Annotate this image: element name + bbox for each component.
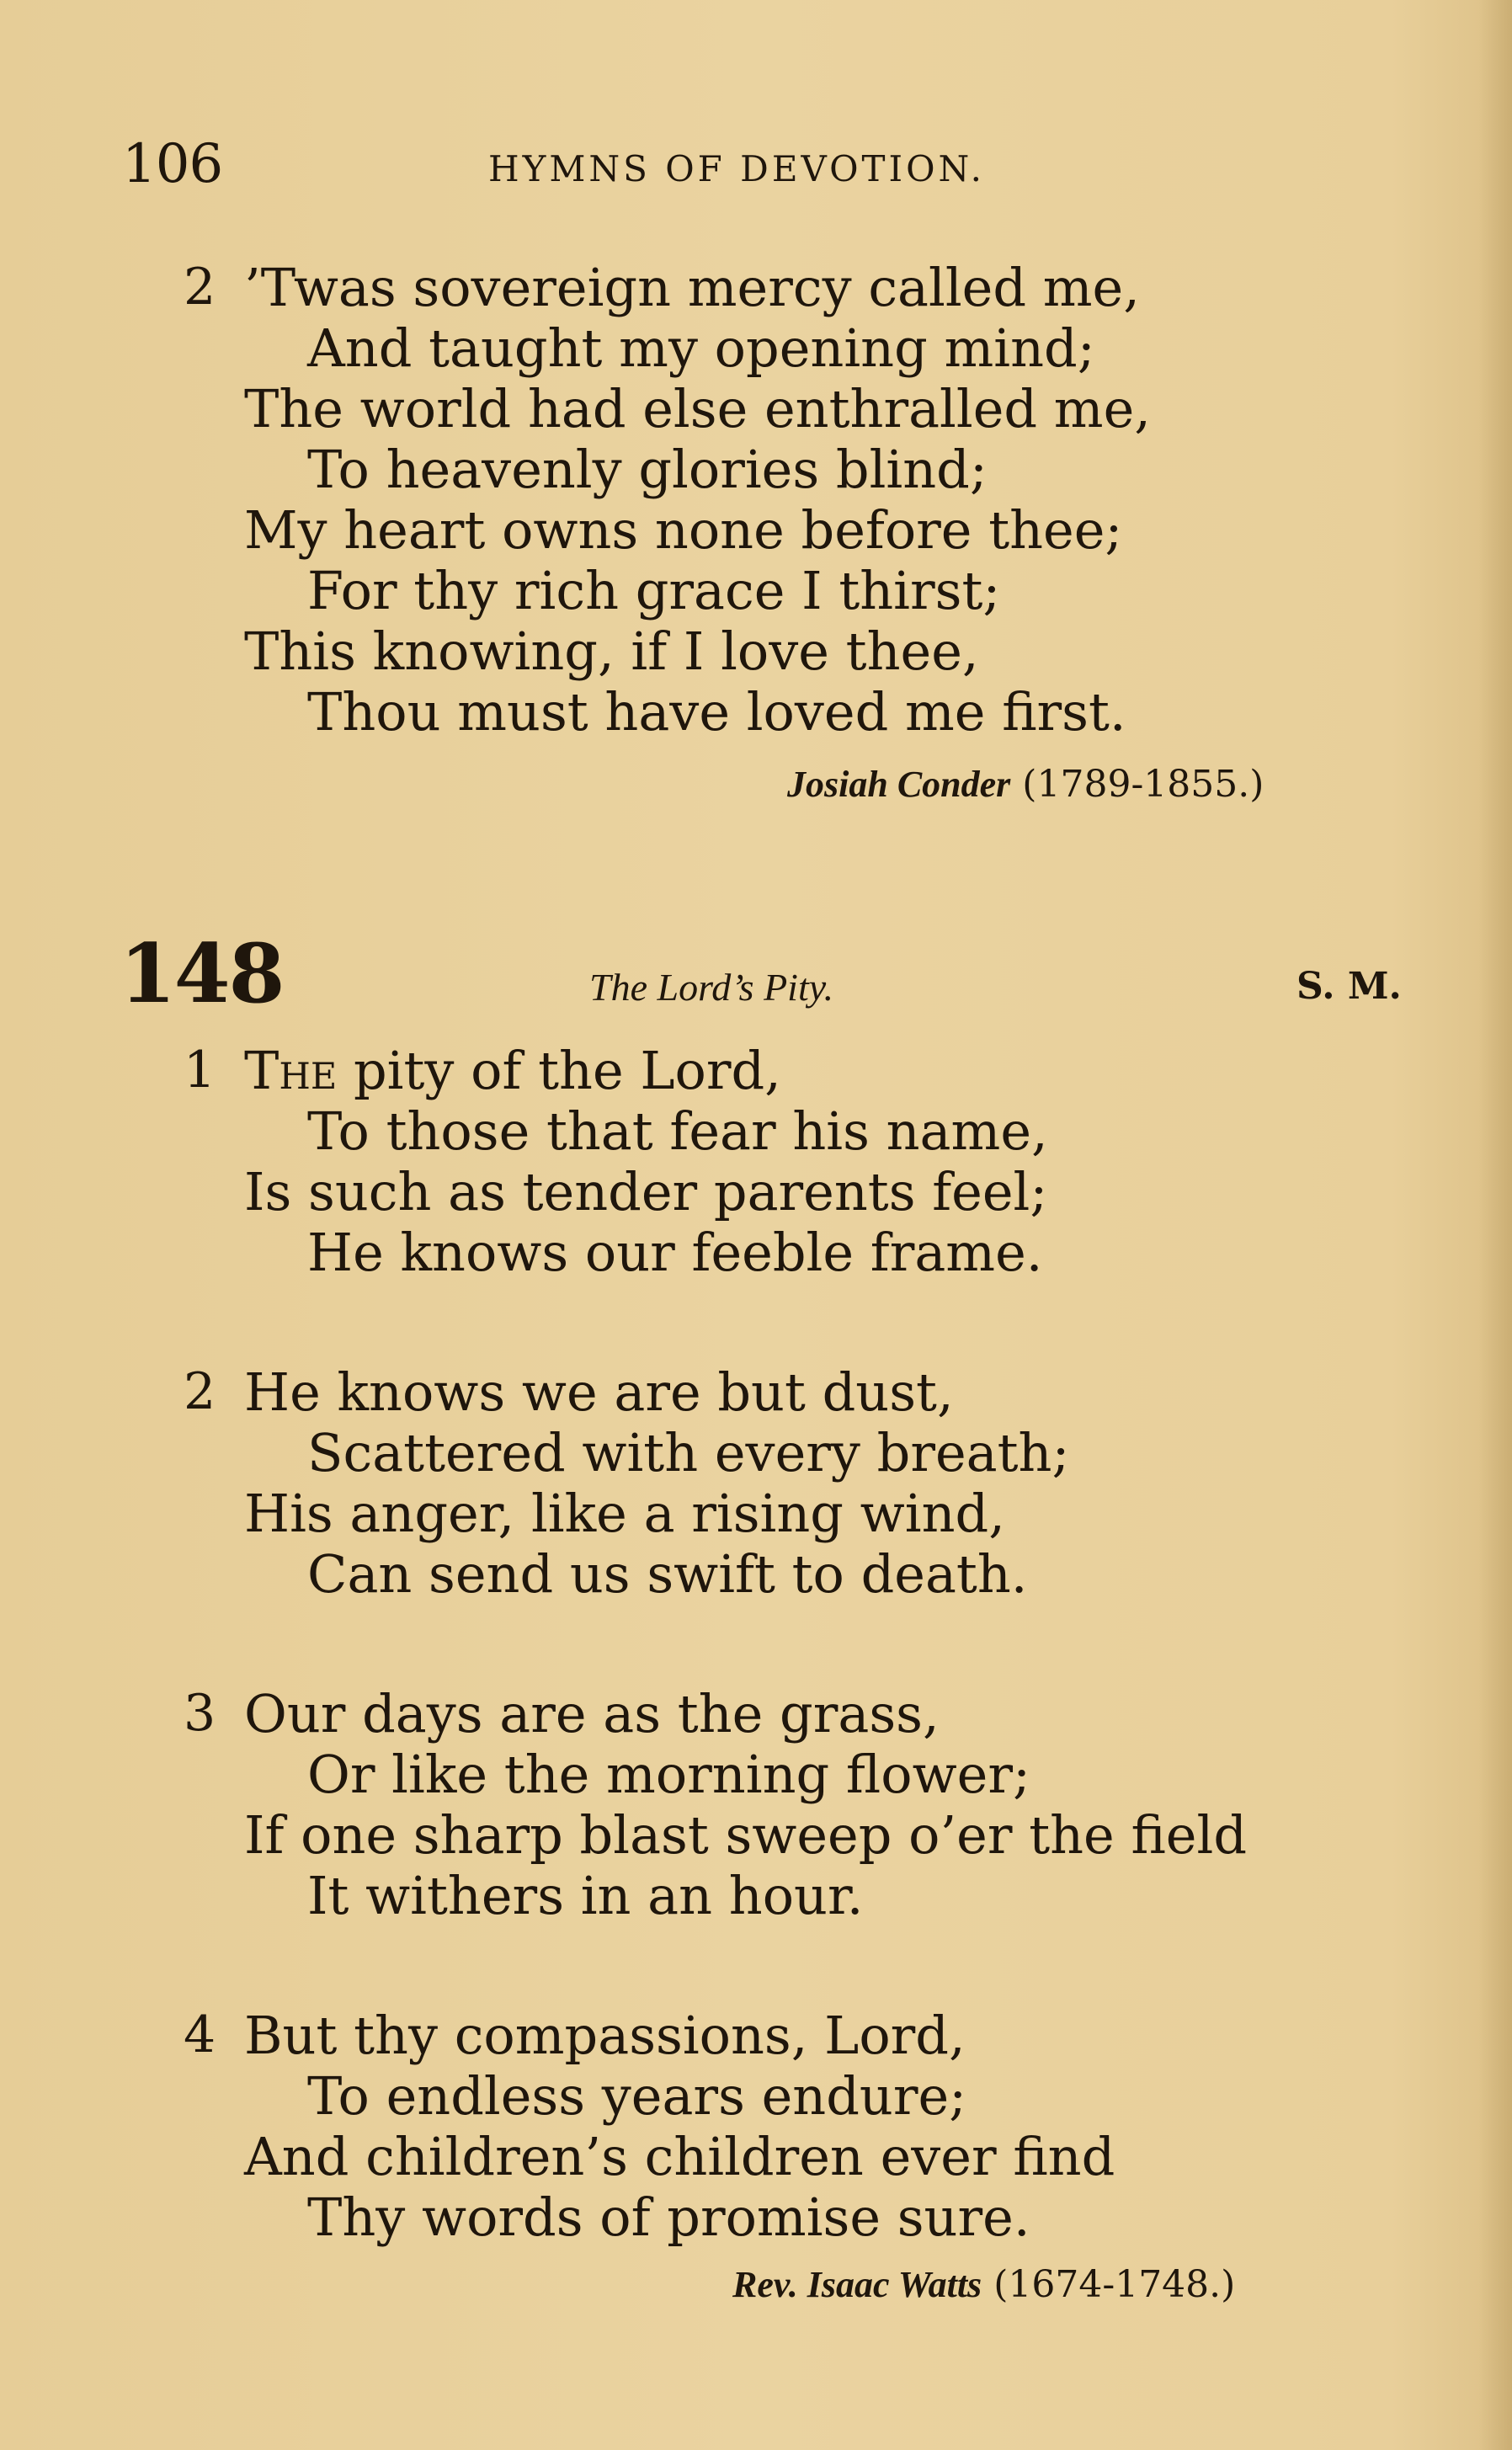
verse-line: And children’s children ever find bbox=[244, 2126, 1115, 2187]
hymn-title: The Lord’s Pity. bbox=[589, 966, 834, 1009]
author-dates: (1789-1855.) bbox=[1022, 763, 1264, 806]
verse-line: For thy rich grace I thirst; bbox=[307, 560, 1001, 621]
verse-line: To heavenly glories blind; bbox=[307, 439, 988, 500]
author-name: Josiah Conder bbox=[787, 764, 1011, 805]
verse-line: And taught my opening mind; bbox=[307, 317, 1095, 379]
verse-line: But thy compassions, Lord, bbox=[244, 2005, 966, 2066]
stanza-number: 3 bbox=[184, 1684, 216, 1743]
verse-line: His anger, like a rising wind, bbox=[244, 1483, 1005, 1544]
author-name: Rev. Isaac Watts bbox=[732, 2264, 982, 2305]
prev-hymn-attribution bbox=[787, 763, 1264, 806]
verse-line: Or like the morning flower; bbox=[307, 1744, 1030, 1805]
hymn-number: 148 bbox=[120, 926, 284, 1021]
verse-line: Can send us swift to death. bbox=[307, 1543, 1028, 1605]
first-line-rest: pity of the Lord, bbox=[337, 1040, 781, 1101]
verse-line: To those that fear his name, bbox=[307, 1100, 1048, 1162]
prev-stanza-number: 2 bbox=[184, 258, 216, 317]
verse-line: This knowing, if I love thee, bbox=[244, 620, 979, 682]
page-edge-shadow bbox=[1478, 0, 1512, 2450]
verse-line: Is such as tender parents feel; bbox=[244, 1161, 1048, 1222]
stanza-number: 2 bbox=[184, 1362, 216, 1421]
stanza-number: 1 bbox=[184, 1041, 216, 1100]
first-word: The bbox=[244, 1040, 338, 1101]
hymn-meter: S. M. bbox=[1296, 965, 1402, 1008]
page-number: 106 bbox=[122, 133, 223, 195]
verse-line: It withers in an hour. bbox=[307, 1865, 864, 1926]
verse-line: He knows our feeble frame. bbox=[307, 1222, 1043, 1283]
verse-line: If one sharp blast sweep o’er the field bbox=[244, 1804, 1248, 1866]
stanza-number: 4 bbox=[184, 2005, 216, 2064]
verse-line: To endless years endure; bbox=[307, 2065, 967, 2127]
hymn-attribution bbox=[732, 2263, 1235, 2306]
verse-line: Scattered with every breath; bbox=[307, 1422, 1070, 1483]
running-title: HYMNS OF DEVOTION. bbox=[488, 148, 985, 189]
verse-line: ’Twas sovereign mercy called me, bbox=[244, 257, 1140, 318]
verse-line bbox=[244, 1041, 781, 1101]
author-dates: (1674-1748.) bbox=[993, 2263, 1236, 2306]
verse-line: Thy words of promise sure. bbox=[307, 2186, 1030, 2248]
verse-line: My heart owns none before thee; bbox=[244, 499, 1123, 561]
verse-line: He knows we are but dust, bbox=[244, 1361, 954, 1423]
verse-line: Our days are as the grass, bbox=[244, 1683, 940, 1744]
verse-line: Thou must have loved me first. bbox=[307, 681, 1126, 743]
verse-line: The world had else enthralled me, bbox=[244, 378, 1151, 439]
